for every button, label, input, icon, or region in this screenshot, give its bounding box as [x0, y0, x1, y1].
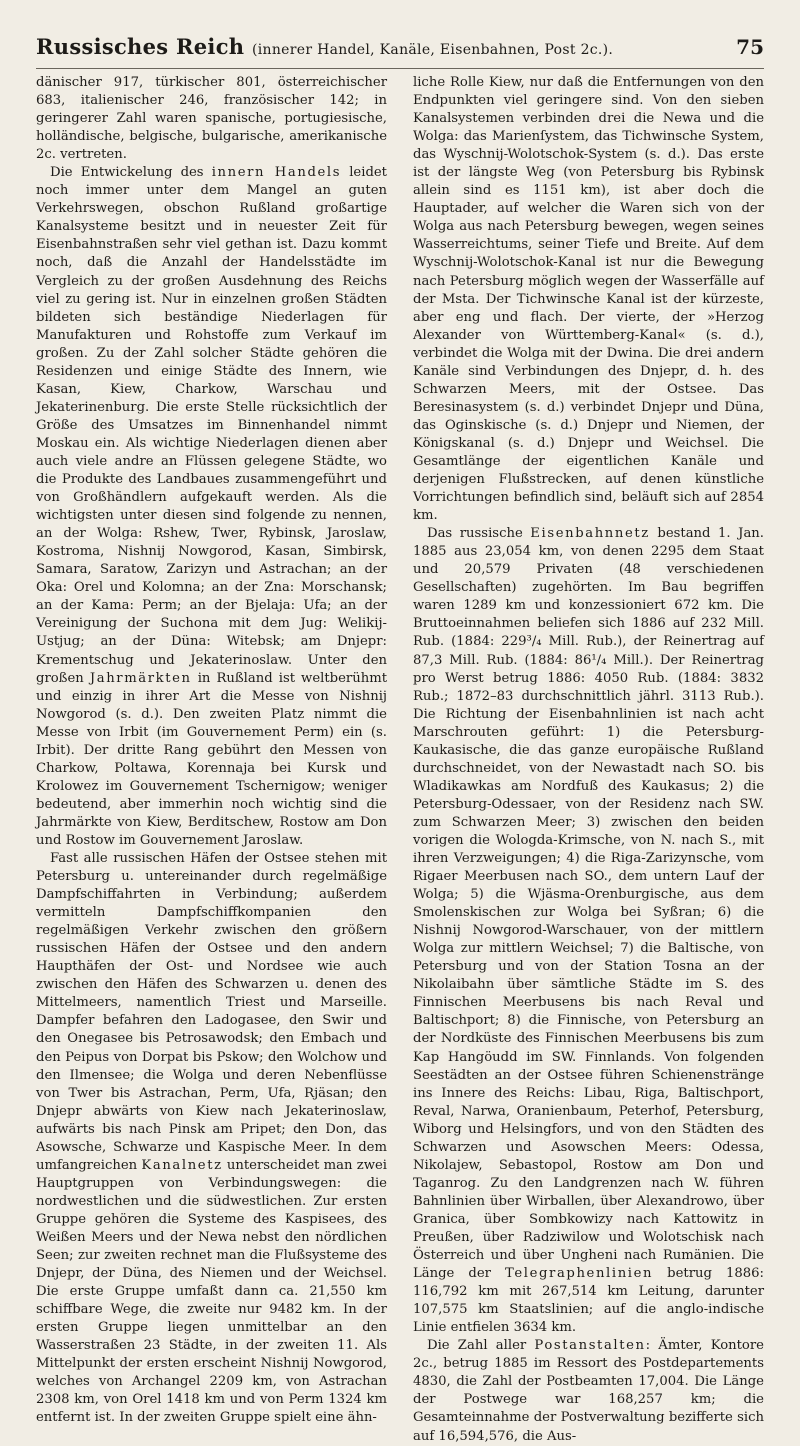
spaced-term: Telegraphenlinien — [505, 1266, 654, 1282]
spaced-term: innern Handels — [211, 165, 342, 181]
paragraph-inner-trade — [36, 164, 387, 850]
paragraph-shipping — [36, 850, 387, 1428]
text-run: leidet noch immer unter dem Mangel an guten Verkehrswegen, obschon Rußland großartige Kanalsysteme besitzt und in neuester Zeit für Eisenbahnstraßen sehr viel gethan ist. Dazu kommt noch, daß die Anzahl der Handelsstädte im Vergleich zu der großen Ausdehnung des Reichs viel zu gering ist. Nur in einzelnen großen Städten bildeten sich beständige Niederlagen für Manufakturen und Rohstoffe zum Verkauf im großen. Zu der Zahl solcher Städte gehören die Residenzen und einige Städte des Innern, wie Kasan, Kiew, Charkow, Warschau und Jekaterinenburg. Die erste Stelle rücksichtlich der Größe des Umsatzes im Binnenhandel nimmt Moskau ein. Als wichtige Niederlagen dienen aber auch viele andre an Flüssen gelegene Städte, wo die Produkte des Landbaues zusammengeführt und von Großhändlern aufgekauft werden. Als die wichtigsten unter diesen sind folgende zu nennen, an der Wolga: Rshew, Twer, Rybinsk, Jaroslaw, Kostroma, Nishnij Nowgorod, Kasan, Simbirsk, Samara, Saratow, Zarizyn und Astrachan; an der Oka: Orel und Kolomna; an der Zna: Morschansk; an der Kama: Perm; an der Bjelaja: Ufa; an der Vereinigung der Suchona mit dem Jug: Welikij-Ustjug; an der Düna: Witebsk; am Dnjepr: Krementschug und Jekaterinoslaw. Unter den großen — [36, 165, 387, 686]
running-head — [36, 34, 613, 59]
text-run: : Ämter, Kontore 2c., betrug 1885 im Ressort des Postdepartements 4830, die Zahl der Postbeamten 17,004. Die Länge der Postwege war 168,257 km; die Gesamteinnahme der Postverwaltung bezifferte sich auf 16,594,576, die Aus- — [413, 1338, 764, 1444]
text-run: liche Rolle Kiew, nur daß die Entfernungen von den Endpunkten viel geringere sind. Von den sieben Kanalsystemen verbinden drei die Newa und die Wolga: das Marienſystem, das Tichwinsche System, das Wyschnij-Wolotschok-System (s. d.). Das erste ist der längste Weg (von Petersburg bis Rybinsk allein sind es 1151 km), ist aber doch die Hauptader, auf welcher die Waren sich von der Wolga aus nach Petersburg bewegen, wegen seines Wasserreichtums, seiner Tiefe und Breite. Auf dem Wyschnij-Wolotschok-Kanal ist nur die Bewegung nach Petersburg möglich wegen der Wasserfälle auf der Msta. Der Tichwinsche Kanal ist der kürzeste, aber eng und flach. Der vierte, der »Herzog Alexander von Württemberg-Kanal« (s. d.), verbindet die Wolga mit der Dwina. Die drei andern Kanäle sind Verbindungen des Dnjepr, d. h. des Schwarzen Meers, mit der Ostsee. Das Beresinasystem (s. d.) verbindet Dnjepr und Düna, das Oginskische (s. d.) Dnjepr und Niemen, der Königskanal (s. d.) Dnjepr und Weichsel. Die Gesamtlänge der eigentlichen Kanäle und derjenigen Flußstrecken, auf denen künstliche Vorrichtungen befindlich sind, beläuft sich auf 2854 km. — [413, 75, 764, 524]
text-run: dänischer 917, türkischer 801, österreichischer 683, italienischer 246, französischer 142; in geringerer Zahl waren spanische, portugiesische, holländische, belgische, bulgarische, amerikanische 2c. vertreten. — [36, 75, 387, 163]
left-column — [36, 74, 388, 1426]
text-run: Die Zahl aller — [427, 1338, 535, 1354]
right-column — [413, 74, 764, 1444]
paragraph-railways — [413, 525, 764, 1337]
text-run: Das russische — [427, 526, 531, 542]
text-run: in Rußland ist weltberühmt und einzig in ihrer Art die Messe von Nishnij Nowgorod (s. d.). Den zweiten Platz nimmt die Messe von Irbit (im Gouvernement Perm) ein (s. Irbit). Der dritte Rang gebührt den Messen von Charkow, Poltawa, Korennaja bei Kursk und Krolowez im Gouvernement Tschernigow; weniger bedeutend, aber immerhin noch wichtig sind die Jahrmärkte von Kiew, Berditschew, Rostow am Don und Rostow im Gouvernement Jaroslaw. — [36, 670, 388, 848]
text-run: betrug 1886: 116,792 km mit 267,514 km Leitung, darunter 107,575 km Staatslinien; auf die anglo-indische Linie entfielen 3634 km. — [413, 1266, 764, 1336]
spaced-term: Jahrmärkten — [89, 670, 192, 686]
paragraph-post — [413, 1337, 764, 1445]
text-run: unterscheidet man zwei Hauptgruppen von Verbindungswegen: die nordwestlichen und die südwestlichen. Zur ersten Gruppe gehören die Systeme des Kaspisees, des Weißen Meers und der Newa nebst den nördlichen Seen; zur zweiten rechnet man die Flußsysteme des Dnjepr, der Düna, des Niemen und der Weichsel. Die erste Gruppe umfaßt dann ca. 21,550 km schiffbare Wege, die zweite nur 9482 km. In der ersten Gruppe liegen unmittelbar an den Wasserstraßen 23 Städte, in der zweiten 11. Als Mittelpunkt der ersten erscheint Nishnij Nowgorod, welches von Archangel 2209 km, von Astrachan 2308 km, von Orel 1418 km und von Perm 1324 km entfernt ist. In der zweiten Gruppe spielt eine ähn- — [36, 1157, 388, 1426]
header-rule — [36, 68, 764, 69]
text-run: Die Entwickelung des — [50, 165, 212, 181]
spaced-term: Kanalnetz — [141, 1157, 223, 1173]
page-header — [36, 34, 764, 66]
spaced-term: Eisenbahnnetz — [530, 526, 650, 542]
text-run: Fast alle russischen Häfen der Ostsee stehen mit Petersburg u. untereinander durch regelmäßige Dampfschiffahrten in Verbindung; außerdem vermitteln Dampfschiffkompanien den regelmäßigen Verkehr zwischen den größern russischen Häfen der Ostsee und den andern Haupthäfen der Ost- und Nordsee wie auch zwischen den Häfen des Schwarzen u. denen des Mittelmeers, namentlich Triest und Marseille. Dampfer befahren den Ladogasee, den Swir und den Onegasee bis Petrosawodsk; den Embach und den Peipus von Dorpat bis Pskow; den Wolchow und den Ilmensee; die Wolga und deren Nebenflüsse von Twer bis Astrachan, Perm, Ufa, Rjäsan; den Dnjepr abwärts von Kiew nach Jekaterinoslaw, aufwärts bis nach Pinsk am Pripet; den Don, das Asowsche, Schwarze und Kaspische Meer. In dem umfangreichen — [36, 851, 387, 1173]
running-head-title: Russisches Reich — [36, 34, 245, 59]
running-head-subtitle: (innerer Handel, Kanäle, Eisenbahnen, Post 2c.). — [252, 42, 614, 58]
paragraph-canals — [413, 74, 764, 525]
paragraph — [36, 74, 387, 164]
spaced-term: Postanstalten — [534, 1338, 646, 1354]
page-number: 75 — [736, 35, 764, 59]
text-run: bestand 1. Jan. 1885 aus 23,054 km, von denen 2295 dem Staat und 20,579 Privaten (48 verschiedenen Gesellschaften) zugehörten. Im Bau begriffen waren 1289 km und konzessioniert 672 km. Die Bruttoeinnahmen beliefen sich 1886 auf 232 Mill. Rub. (1884: 229³/₄ Mill. Rub.), der Reinertrag auf 87,3 Mill. Rub. (1884: 86¹/₄ Mill.). Der Reinertrag pro Werst betrug 1886: 4050 Rub. (1884: 3832 Rub.; 1872–83 durchschnittlich jährl. 3113 Rub.). Die Richtung der Eisenbahnlinien ist nach acht Marschrouten geführt: 1) die Petersburg-Kaukasische, die das ganze europäische Rußland durchschneidet, von der Newastadt nach SO. bis Wladikawkas am Nordfuß des Kaukasus; 2) die Petersburg-Odessaer, von der Residenz nach SW. zum Schwarzen Meer; 3) zwischen den beiden vorigen die Wologda-Krimsche, von N. nach S., mit ihren Verzweigungen; 4) die Riga-Zarizynsche, vom Rigaer Meerbusen nach SO., dem untern Lauf der Wolga; 5) die Wjäsma-Orenburgische, aus dem Smolenskischen zur Wolga bei Syßran; 6) die Nishnij Nowgorod-Warschauer, von der mittlern Wolga zur mittlern Weichsel; 7) die Baltische, von Petersburg und von der Station Tosna an der Nikolaibahn über sämtliche Städte im S. des Finnischen Meerbusens bis nach Reval und Baltischport; 8) die Finnische, von Petersburg an der Nordküste des Finnischen Meerbusens bis zum Kap Hangöudd im SW. Finnlands. Von folgenden Seestädten an der Ostsee führen Schienenstränge ins Innere des Reichs: Libau, Riga, Baltischport, Reval, Narwa, Oranienbaum, Peterhof, Petersburg, Wiborg und Helsingfors, und von den Städten des Schwarzen und Asowschen Meers: Odessa, Nikolajew, Sebastopol, Rostow am Don und Taganrog. Zu den Landgrenzen nach W. führen Bahnlinien über Wirballen, über Alexandrowo, über Granica, über Sombkowizy nach Kattowitz in Preußen, über Radziwilow und Wolotschisk nach Österreich und über Ungheni nach Rumänien. Die Länge der — [413, 526, 764, 1282]
